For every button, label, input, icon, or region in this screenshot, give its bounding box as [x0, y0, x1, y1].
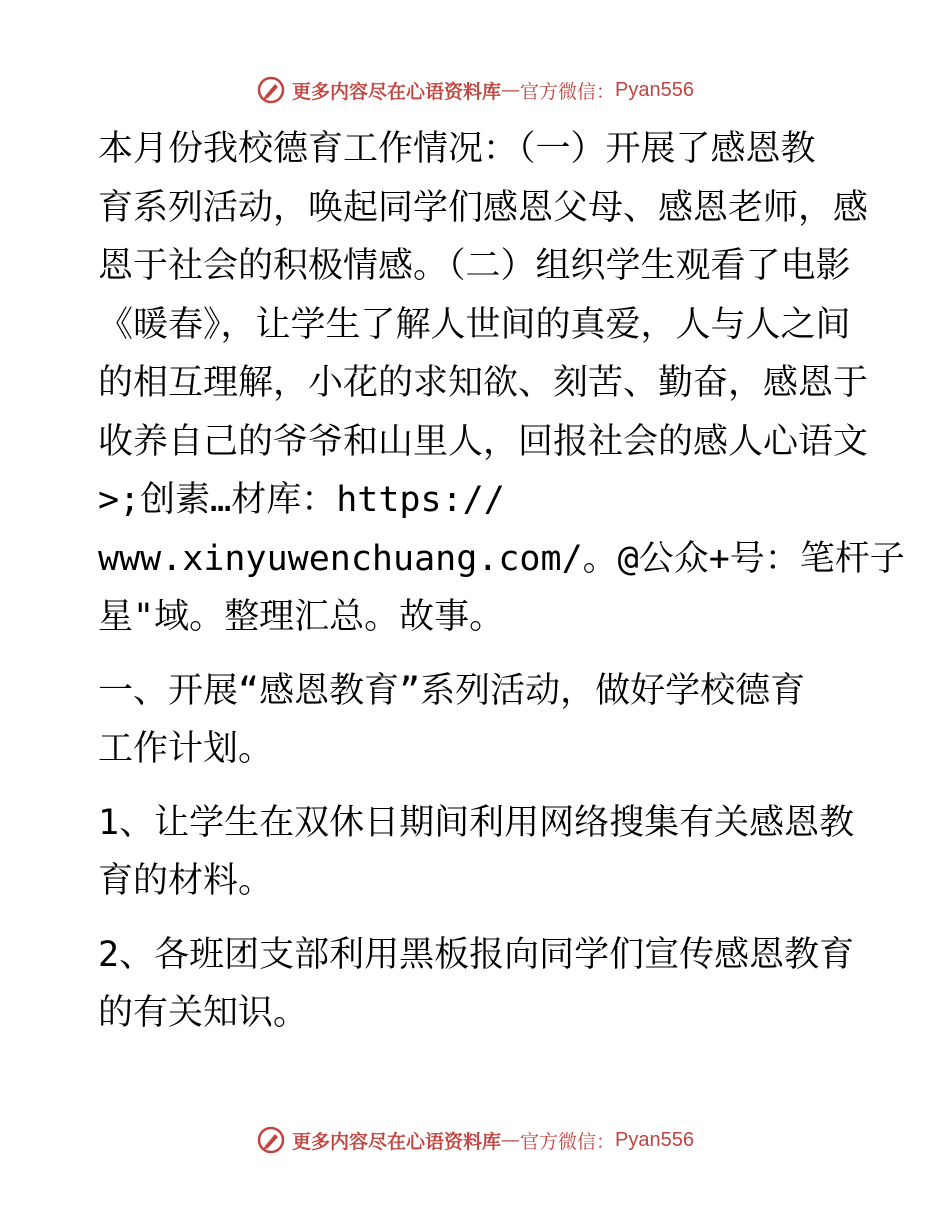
text-line: 1、让学生在双休日期间利用网络搜集有关感恩教 — [98, 802, 855, 843]
text-line: 星"域。整理汇总。故事。 — [98, 597, 505, 637]
banner-account: Pyan556 — [615, 78, 694, 101]
banner-main-text: 更多内容尽在心语资料库 — [292, 80, 502, 103]
paragraph — [98, 794, 858, 911]
text-line: 的相互理解，小花的求知欲、刻苦、勤奋，感恩于 — [98, 363, 869, 403]
banner-separator: — — [501, 1129, 521, 1151]
text-line: 2、各班团支部利用黑板报向同学们宣传感恩教育 — [98, 934, 855, 975]
text-line: www.xinyuwenchuang.com/。@公众+号：笔杆子 — [98, 538, 905, 579]
banner-sub-text: 官方微信： — [520, 1130, 616, 1153]
header-watermark-banner — [0, 70, 950, 110]
text-line: 恩于社会的积极情感。（二）组织学生观看了电影 — [98, 246, 851, 286]
banner-main-text: 更多内容尽在心语资料库 — [292, 1130, 502, 1153]
footer-watermark-banner — [0, 1120, 950, 1160]
text-line: 的有关知识。 — [98, 993, 309, 1033]
pen-logo-icon — [256, 75, 286, 105]
pen-logo-icon — [256, 1125, 286, 1155]
text-line: 工作计划。 — [98, 729, 274, 769]
text-line: 收养自己的爷爷和山里人，回报社会的感人心语文 — [98, 421, 869, 462]
document-body — [98, 120, 905, 1043]
text-line: 本月份我校德育工作情况：（一）开展了感恩教 — [98, 129, 816, 169]
banner-separator: — — [501, 79, 521, 101]
text-line: 育的材料。 — [98, 861, 274, 901]
paragraph — [98, 662, 858, 779]
banner-account: Pyan556 — [615, 1128, 694, 1151]
text-line: 一、开展“感恩教育”系列活动，做好学校德育 — [98, 670, 806, 711]
paragraph — [98, 120, 905, 647]
text-line: 育系列活动，唤起同学们感恩父母、感恩老师，感 — [98, 187, 869, 228]
text-line: >;创素…材库：https:// — [98, 480, 505, 520]
paragraph — [98, 926, 858, 1043]
text-line: 《暖春》，让学生了解人世间的真爱，人与人之间 — [98, 304, 851, 345]
banner-sub-text: 官方微信： — [520, 80, 616, 103]
